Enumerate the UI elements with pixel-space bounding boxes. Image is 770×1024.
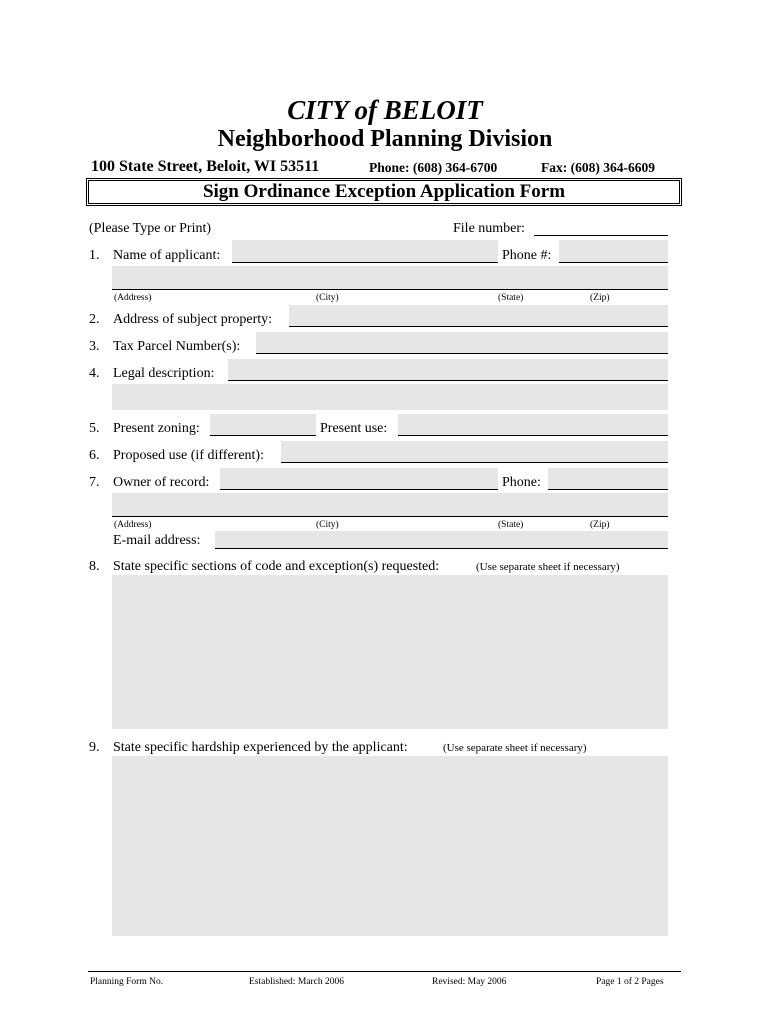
email-field[interactable]	[215, 531, 668, 549]
owner-phone-label: Phone:	[502, 475, 541, 490]
owner-address-caption: (Address)	[114, 520, 152, 530]
owner-of-record-label: Owner of record:	[113, 475, 210, 490]
form-title-box	[86, 178, 682, 206]
tax-parcel-field[interactable]	[256, 332, 668, 354]
applicant-city-caption: (City)	[316, 293, 339, 303]
hardship-label: State specific hardship experienced by the applicant:	[113, 740, 408, 755]
proposed-use-field[interactable]	[281, 441, 668, 463]
footer-established: Established: March 2006	[249, 977, 344, 987]
header-fax: Fax: (608) 364-6609	[541, 160, 655, 175]
file-number-label: File number:	[453, 221, 525, 236]
subject-property-label: Address of subject property:	[113, 312, 273, 327]
subject-property-field[interactable]	[289, 305, 668, 327]
present-use-label: Present use:	[320, 421, 388, 436]
applicant-zip-caption: (Zip)	[590, 293, 610, 303]
q2-number: 2.	[89, 312, 100, 327]
q1-number: 1.	[89, 248, 100, 263]
owner-address-field[interactable]	[112, 493, 668, 517]
owner-zip-caption: (Zip)	[590, 520, 610, 530]
legal-description-field[interactable]	[228, 359, 668, 381]
present-use-field[interactable]	[398, 414, 668, 436]
applicant-address-field[interactable]	[112, 266, 668, 290]
owner-of-record-field[interactable]	[220, 468, 498, 490]
owner-city-caption: (City)	[316, 520, 339, 530]
header-phone: Phone: (608) 364-6700	[369, 160, 498, 175]
q4-number: 4.	[89, 366, 100, 381]
street-address: 100 State Street, Beloit, WI 53511	[91, 158, 320, 175]
form-title: Sign Ordinance Exception Application Form	[202, 181, 566, 202]
city-title: CITY of BELOIT	[287, 95, 483, 125]
q7-number: 7.	[89, 475, 100, 490]
hardship-note: (Use separate sheet if necessary)	[443, 742, 587, 754]
legal-description-label: Legal description:	[113, 366, 215, 381]
footer-rule	[88, 971, 681, 972]
footer-page-count: Page 1 of 2 Pages	[596, 977, 664, 987]
division-title: Neighborhood Planning Division	[217, 126, 553, 152]
email-label: E-mail address:	[113, 533, 201, 548]
footer-revised: Revised: May 2006	[432, 977, 507, 987]
tax-parcel-label: Tax Parcel Number(s):	[113, 339, 241, 354]
hardship-textarea[interactable]	[112, 756, 668, 936]
present-zoning-field[interactable]	[210, 414, 316, 436]
legal-description-extra-field[interactable]	[112, 384, 668, 410]
q5-number: 5.	[89, 421, 100, 436]
q9-number: 9.	[89, 740, 100, 755]
code-sections-label: State specific sections of code and exception(s) requested:	[113, 559, 440, 574]
code-sections-textarea[interactable]	[112, 575, 668, 729]
q6-number: 6.	[89, 448, 100, 463]
q3-number: 3.	[89, 339, 100, 354]
footer-form-number: Planning Form No.	[90, 977, 164, 987]
applicant-name-field[interactable]	[232, 240, 498, 263]
applicant-state-caption: (State)	[498, 293, 524, 303]
q8-number: 8.	[89, 559, 100, 574]
type-or-print-note: (Please Type or Print)	[89, 221, 212, 236]
proposed-use-label: Proposed use (if different):	[113, 448, 264, 463]
applicant-address-caption: (Address)	[114, 293, 152, 303]
file-number-field[interactable]	[534, 220, 668, 236]
owner-phone-field[interactable]	[548, 468, 668, 490]
applicant-phone-label: Phone #:	[502, 248, 552, 263]
present-zoning-label: Present zoning:	[113, 421, 200, 436]
code-sections-note: (Use separate sheet if necessary)	[476, 561, 620, 573]
owner-state-caption: (State)	[498, 520, 524, 530]
applicant-name-label: Name of applicant:	[113, 248, 221, 263]
applicant-phone-field[interactable]	[559, 240, 668, 263]
